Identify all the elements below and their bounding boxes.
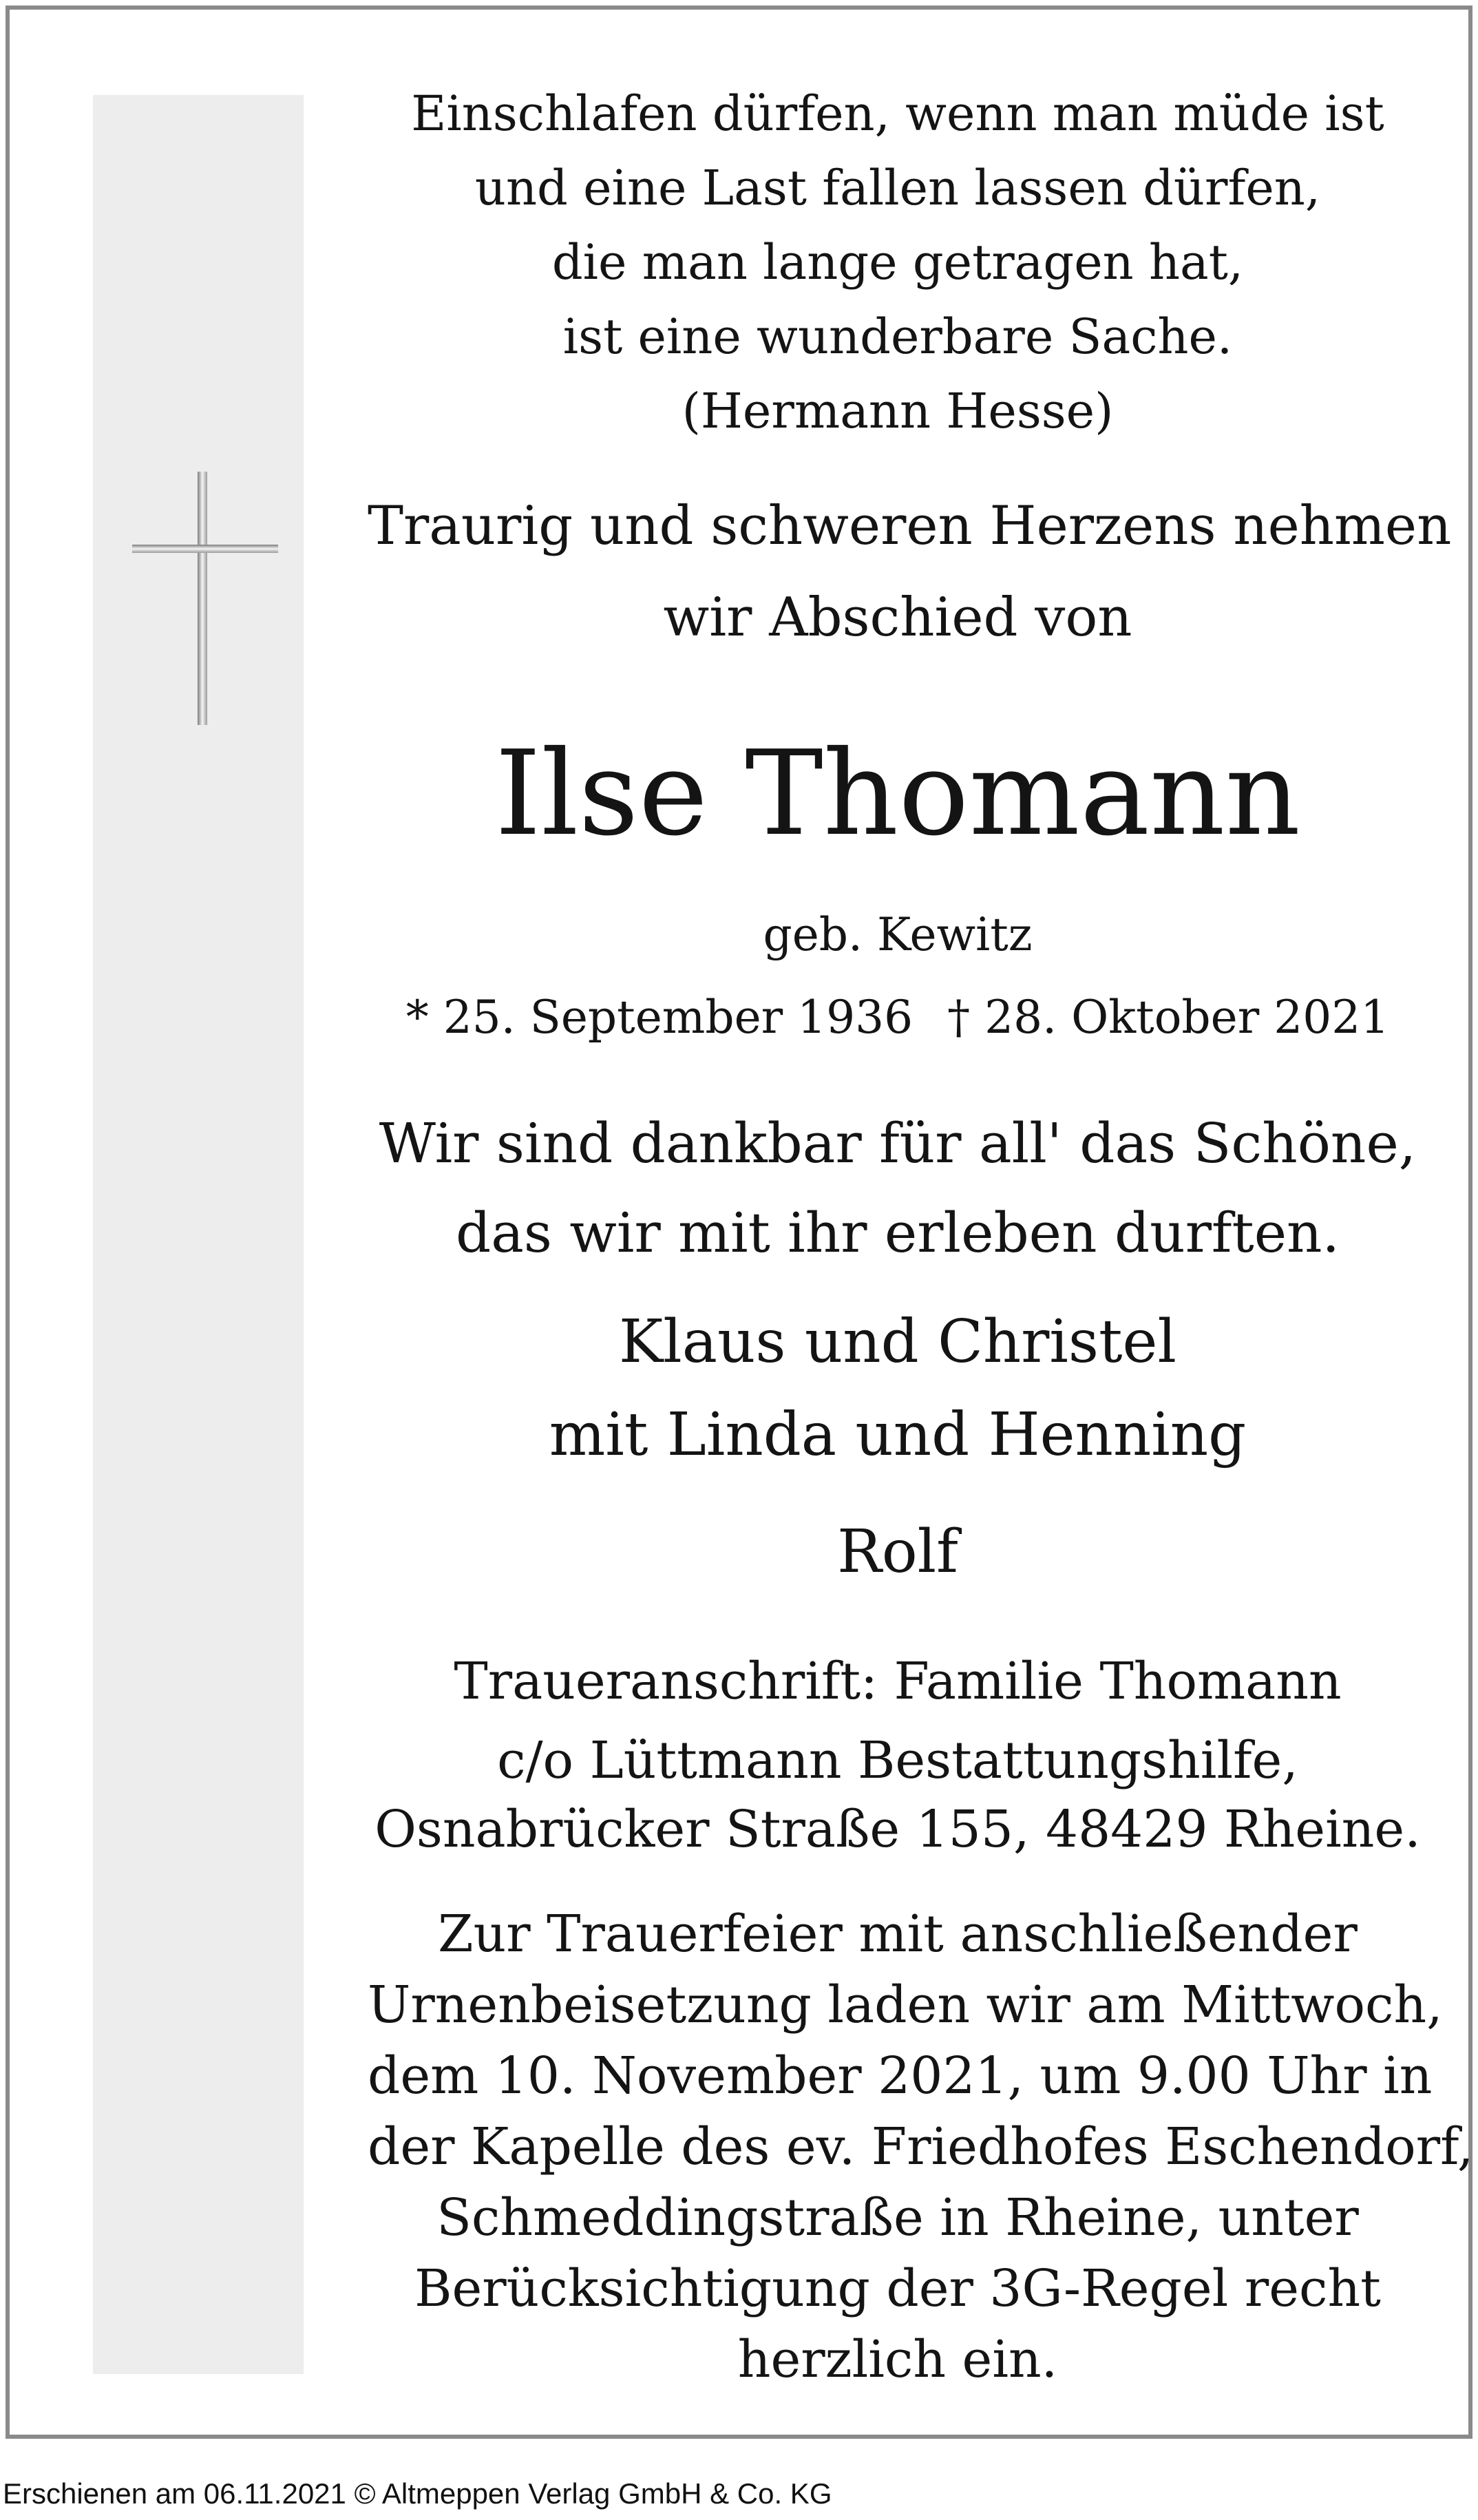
ceremony-line-1: Zur Trauerfeier mit anschließender [438,1904,1358,1964]
maiden-name: geb. Kewitz [763,908,1033,961]
ceremony-line-5: Schmeddingstraße in Rheine, unter [436,2188,1359,2247]
family-line-1: Klaus und Christel [619,1308,1176,1376]
deceased-name: Ilse Thomann [494,726,1301,862]
side-band [93,95,304,2374]
cross-icon [127,468,292,729]
obituary-card [6,6,1472,2439]
ceremony-line-3: dem 10. November 2021, um 9.00 Uhr in [368,2046,1433,2106]
death-date: † 28. Oktober 2021 [947,991,1390,1044]
quote-line-3: die man lange getragen hat, [551,234,1244,291]
ceremony-line-7: herzlich ein. [737,2330,1058,2389]
intro-line-1: Traurig und schweren Herzens nehmen [368,495,1452,557]
quote-line-4: ist eine wunderbare Sache. [562,308,1233,365]
birth-date: * 25. September 1936 [405,991,914,1044]
ceremony-line-4: der Kapelle des ev. Friedhofes Eschendorf, [368,2117,1474,2176]
address-line-1: Traueranschrift: Familie Thomann [454,1652,1342,1711]
ceremony-line-6: Berücksichtigung der 3G-Regel recht [414,2259,1381,2318]
life-dates [368,991,1428,1044]
quote-author: (Hermann Hesse) [682,383,1114,439]
family-line-2: mit Linda und Henning [549,1400,1247,1469]
intro-line-2: wir Abschied von [663,587,1132,649]
address-line-3: Osnabrücker Straße 155, 48429 Rheine. [374,1800,1421,1859]
publication-footer: Erschienen am 06.11.2021 © Altmeppen Verlag GmbH & Co. KG [3,2477,832,2510]
quote-line-2: und eine Last fallen lassen dürfen, [474,160,1321,216]
ceremony-line-2: Urnenbeisetzung laden wir am Mittwoch, [368,1975,1443,2035]
thanks-line-1: Wir sind dankbar für all' das Schöne, [379,1111,1417,1175]
quote-line-1: Einschlafen dürfen, wenn man müde ist [411,85,1384,142]
thanks-line-2: das wir mit ihr erleben durften. [456,1201,1340,1265]
family-line-3: Rolf [837,1518,958,1586]
address-line-2: c/o Lüttmann Bestattungshilfe, [497,1731,1298,1790]
